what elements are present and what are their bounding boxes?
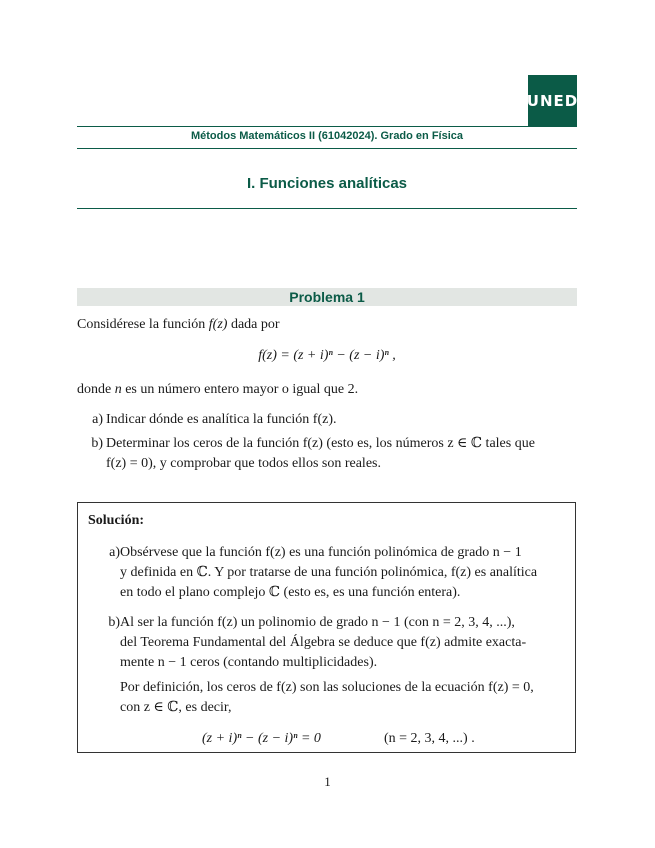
sol-b-para2-line-1: Por definición, los ceros de f(z) son las soluciones de la ecuación f(z) = 0, xyxy=(120,680,534,695)
item-b-line1: Determinar los ceros de la función f(z) (esto es, los números z ∈ ℂ tales que xyxy=(106,436,535,451)
sol-a-line-3: en todo el plano complejo ℂ (esto es, es una función entera). xyxy=(120,585,461,600)
header-rule-mid xyxy=(77,148,577,149)
item-a-text: Indicar dónde es analítica la función f(z). xyxy=(106,412,337,427)
solution-box xyxy=(77,502,576,753)
sol-a-label: a) xyxy=(109,545,120,560)
final-equation-row xyxy=(88,729,566,749)
item-a-label: a) xyxy=(92,412,103,427)
sol-b-line-2: del Teorema Fundamental del Álgebra se deduce que f(z) admite exacta- xyxy=(120,635,527,650)
condition-pre: donde xyxy=(77,382,112,397)
page-number: 1 xyxy=(324,774,331,789)
solution-heading: Solución: xyxy=(88,513,145,528)
sol-a-line-2: y definida en ℂ. Y por tratarse de una función polinómica, f(z) es analítica xyxy=(120,565,538,580)
sol-a-line-1: Obsérvese que la función f(z) es una función polinómica de grado n − 1 xyxy=(120,545,522,560)
problem-intro xyxy=(77,315,577,335)
logo-text: UNED xyxy=(526,92,579,110)
condition-post: es un número entero mayor o igual que 2. xyxy=(125,382,359,397)
sol-b-line-3: mente n − 1 ceros (contando multiplicidades). xyxy=(120,655,378,670)
problem-item-b xyxy=(77,434,577,476)
intro-post: dada por xyxy=(230,317,280,332)
problem-title: Problema 1 xyxy=(289,289,365,305)
intro-pre: Considérese la función xyxy=(77,317,206,332)
main-equation: f(z) = (z + i)ⁿ − (z − i)ⁿ , xyxy=(258,348,396,363)
sol-b-line-1: Al ser la función f(z) un polinomio de grado n − 1 (con n = 2, 3, 4, ...), xyxy=(120,615,515,630)
sol-b-label: b) xyxy=(108,615,120,630)
chapter-title: I. Funciones analíticas xyxy=(246,175,408,192)
problem-banner xyxy=(77,288,577,306)
item-b-line2: f(z) = 0), y comprobar que todos ellos son reales. xyxy=(106,456,381,471)
course-title: Métodos Matemáticos II (61042024). Grado en Física xyxy=(190,130,464,142)
final-condition: (n = 2, 3, 4, ...) . xyxy=(384,731,475,746)
uned-logo xyxy=(528,75,577,127)
header-rule-top xyxy=(77,126,528,127)
intro-func: f(z) xyxy=(208,317,228,332)
final-equation: (z + i)ⁿ − (z − i)ⁿ = 0 xyxy=(202,731,321,746)
condition-var: n xyxy=(114,382,122,397)
problem-condition xyxy=(77,380,577,400)
header-rule-bottom xyxy=(77,208,577,209)
item-b-label: b) xyxy=(91,436,103,451)
sol-b-para2-line-2: con z ∈ ℂ, es decir, xyxy=(120,700,232,715)
